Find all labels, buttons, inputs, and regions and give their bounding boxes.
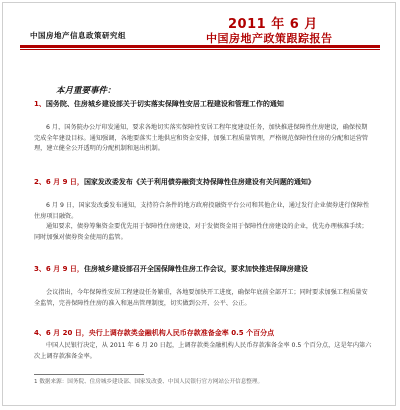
event-lead: 央行上调存款类金融机构人民币存款准备金率 0.5 个百分点 xyxy=(88,329,275,337)
event-heading-4 xyxy=(34,328,374,339)
event-lead: 住房城乡建设部召开全国保障性住房工作会议，要求加快推进保障房建设 xyxy=(83,265,308,273)
event-lead: 国务院、住房城乡建设部关于切实落实保障性安居工程建设和管理工作的通知 xyxy=(45,100,284,108)
event-body-3 xyxy=(34,288,372,309)
footnote-rule xyxy=(34,374,144,375)
header-rule xyxy=(20,45,380,48)
event-number: 1、 xyxy=(34,100,46,108)
header-org: 中国房地产信息政策研究组 xyxy=(30,31,126,40)
event-body-2 xyxy=(34,201,372,243)
section-title: 本月重要事件： xyxy=(56,86,116,96)
header-report-title: 中国房地产政策跟踪报告 xyxy=(206,32,333,45)
event-number: 2、6 月 9 日， xyxy=(34,178,84,186)
event-paragraph: 6 月 9 日，国家发改委发布通知，支持符合条件的地方政府投融资平台公司和其他企业，通过发行企业债券进行保障性住房项目融资。 xyxy=(34,202,370,220)
event-paragraph: 中国人民银行决定，从 2011 年 6 月 20 日起，上调存款类金融机构人民币存款准备金率 0.5 个百分点，这是年内第六次上调存款准备金率。 xyxy=(34,342,372,360)
event-lead: 国家发改委发布《关于利用债券融资支持保障性住房建设有关问题的通知》 xyxy=(83,178,315,186)
header-rule-thin xyxy=(20,49,380,50)
event-paragraph: 通知要求，债券筹集资金要优先用于保障性住房建设，对于发债资金用于保障性住房建设的企业，优先办理核准手续；同时加强对债券资金使用的监管。 xyxy=(34,223,368,241)
event-heading-3 xyxy=(34,264,374,275)
event-paragraph: 6 月，国务院办公厅印发通知，要求各地切实落实保障性安居工程年度建设任务，加快推进保障性住房建设，确保按期完成全年建设目标。通知强调，各地要落实土地供应和资金安排，加强工程质量管理，严格规范保障性住房的分配和运营管理，建立健全公开透明的分配机制和退出机制。 xyxy=(34,124,369,152)
footnote-text: 1 数据来源：国务院、住房城乡建设部、国家发改委、中国人民银行官方网站公开信息整理。 xyxy=(34,379,264,385)
event-number: 4、6 月 20 日， xyxy=(34,329,89,337)
header-year-month: 2011 年 6 月 xyxy=(228,17,318,32)
event-body-4 xyxy=(34,341,372,362)
event-heading-2 xyxy=(34,177,374,188)
event-paragraph: 会议指出，今年保障性安居工程建设任务繁重，各地要加快开工进度，确保年底前全部开工；同时要求加强工程质量安全监管，完善保障性住房的准入和退出管理制度，切实做到公开、公平、公正。 xyxy=(34,289,368,307)
event-number: 3、6 月 9 日， xyxy=(34,265,84,273)
event-heading-1 xyxy=(34,99,374,110)
event-body-1 xyxy=(34,123,372,155)
